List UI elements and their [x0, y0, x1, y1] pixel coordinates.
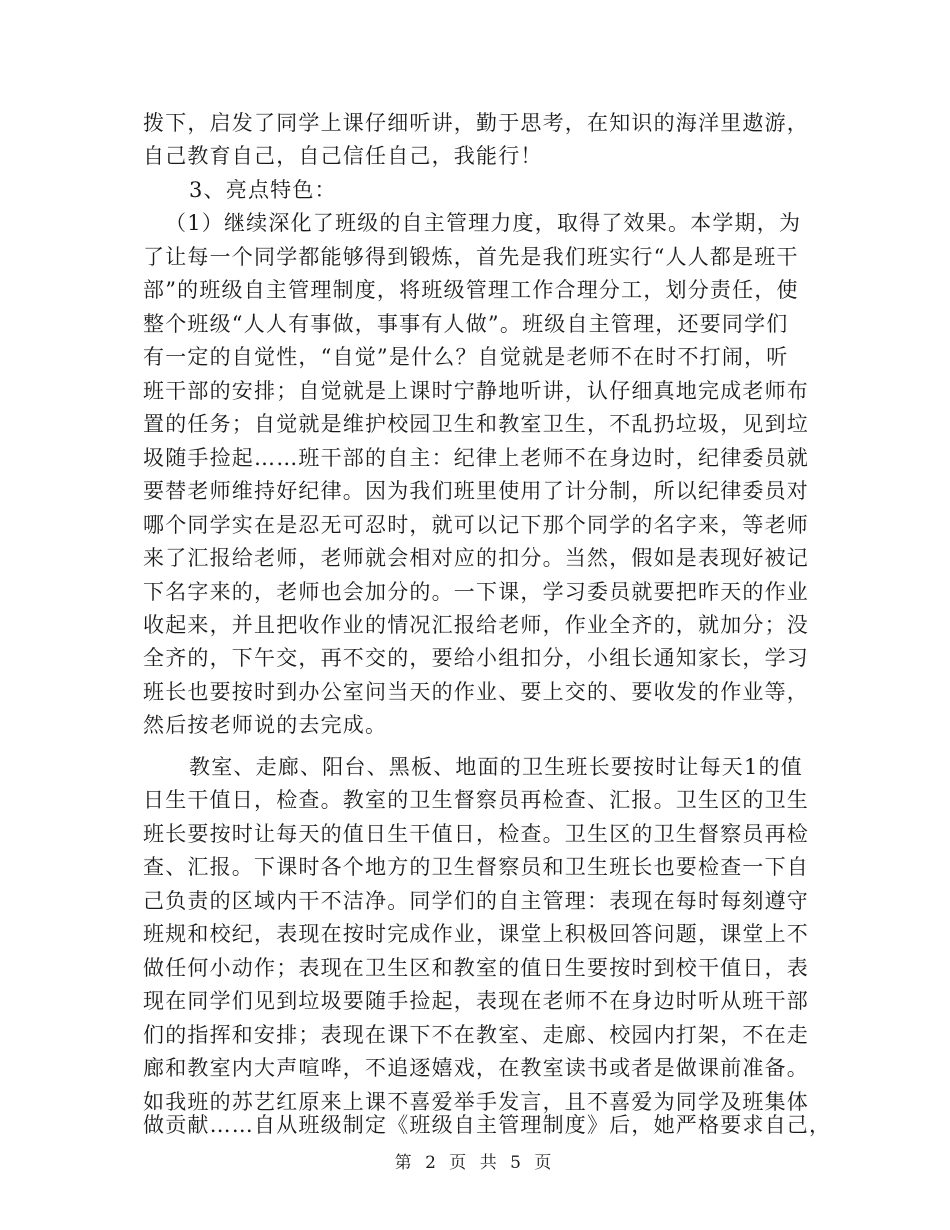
text-line: 做贡献……自从班级制定《班级自主管理制度》后，她严格要求自己，: [143, 1113, 832, 1137]
text-line: 班规和校纪，表现在按时完成作业，课堂上积极回答问题，课堂上不: [143, 922, 809, 946]
text-line: 己负责的区域内干不洁净。同学们的自主管理：表现在每时每刻遵守: [143, 889, 809, 913]
text-line: 来了汇报给老师，老师就会相对应的扣分。当然，假如是表现好被记: [143, 546, 809, 570]
text-line: 班干部的安排；自觉就是上课时宁静地听讲，认仔细真地完成老师布: [143, 379, 809, 403]
text-line: 做任何小动作；表现在卫生区和教室的值日生要按时到校干值日，表: [143, 956, 809, 980]
text-line: 查、汇报。下课时各个地方的卫生督察员和卫生班长也要检查一下自: [143, 855, 809, 879]
text-line: 要替老师维持好纪律。因为我们班里使用了计分制，所以纪律委员对: [143, 479, 809, 503]
text-line: 班长也要按时到办公室问当天的作业、要上交的、要收发的作业等，: [143, 680, 809, 704]
text-line: 全齐的，下午交，再不交的，要给小组扣分，小组长通知家长，学习: [143, 646, 809, 670]
text-line: 有一定的自觉性，“自觉”是什么？自觉就是老师不在时不打闹，听: [143, 345, 789, 369]
text-line: 了让每一个同学都能够得到锻炼，首先是我们班实行“人人都是班干: [143, 245, 799, 269]
text-line: 部”的班级自主管理制度，将班级管理工作合理分工，划分责任，使: [143, 278, 799, 302]
section-heading: 3、亮点特色：: [189, 178, 337, 202]
text-line: （1）继续深化了班级的自主管理力度，取得了效果。本学期，为: [165, 211, 802, 235]
text-line: 自己教育自己，自己信任自己，我能行！: [143, 144, 543, 168]
text-line: 整个班级“人人有事做，事事有人做”。班级自主管理，还要同学们: [143, 312, 789, 336]
text-line: 班长要按时让每天的值日生干值日，检查。卫生区的卫生督察员再检: [143, 822, 809, 846]
text-line: 廊和教室内大声喧哗，不追逐嬉戏，在教室读书或者是做课前准备。: [143, 1056, 809, 1080]
text-line: 教室、走廊、阳台、黑板、地面的卫生班长要按时让每天1的值: [189, 755, 803, 779]
text-line: 们的指挥和安排；表现在课下不在教室、走廊、校园内打架，不在走: [143, 1023, 809, 1047]
text-line: 日生干值日，检查。教室的卫生督察员再检查、汇报。卫生区的卫生: [143, 788, 809, 812]
text-line: 置的任务；自觉就是维护校园卫生和教室卫生，不乱扔垃圾，见到垃: [143, 412, 809, 436]
page-number-footer: 第 2 页 共 5 页: [394, 1153, 556, 1173]
text-line: 然后按老师说的去完成。: [143, 713, 388, 737]
text-line: 拨下，启发了同学上课仔细听讲，勤于思考，在知识的海洋里遨游，: [143, 111, 809, 135]
text-line: 哪个同学实在是忍无可忍时，就可以记下那个同学的名字来，等老师: [143, 513, 809, 537]
text-line: 如我班的苏艺红原来上课不喜爱举手发言，且不喜爱为同学及班集体: [143, 1090, 809, 1114]
text-line: 圾随手捡起……班干部的自主：纪律上老师不在身边时，纪律委员就: [143, 446, 809, 470]
text-line: 收起来，并且把收作业的情况汇报给老师，作业全齐的，就加分；没: [143, 613, 809, 637]
text-line: 下名字来的，老师也会加分的。一下课，学习委员就要把昨天的作业: [143, 580, 809, 604]
text-line: 现在同学们见到垃圾要随手捡起，表现在老师不在身边时听从班干部: [143, 989, 809, 1013]
